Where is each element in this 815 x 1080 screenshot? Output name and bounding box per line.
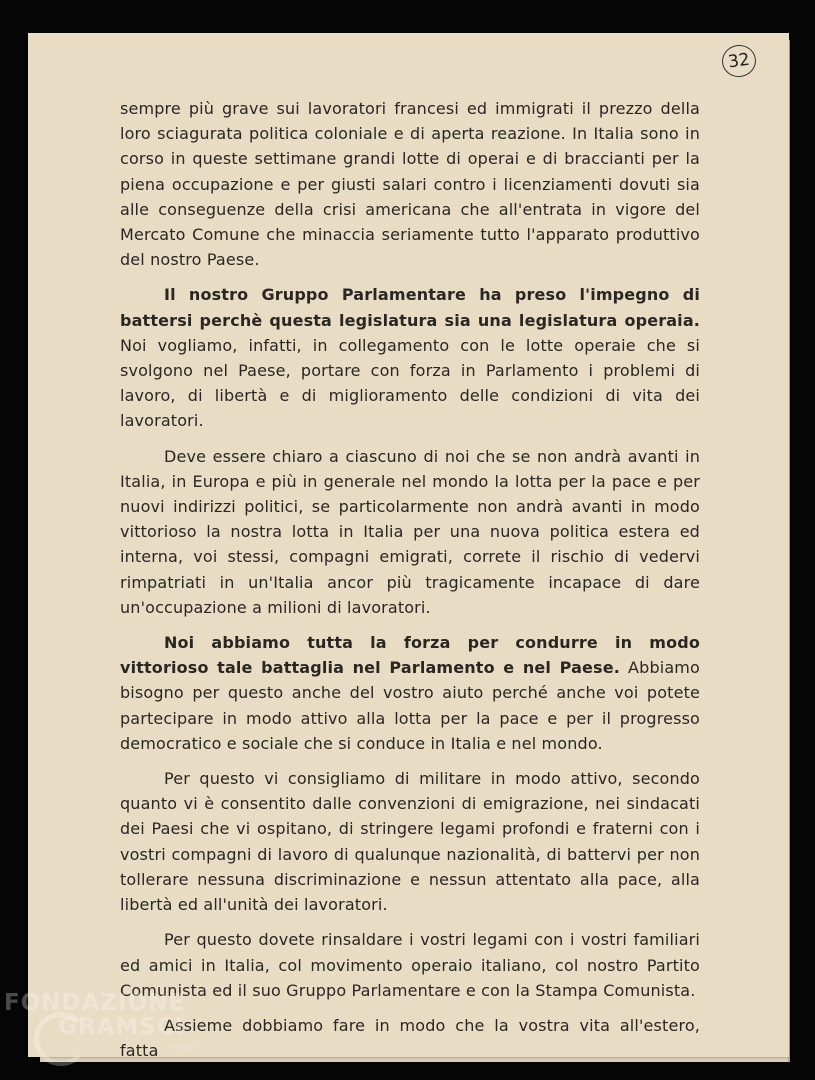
document-page	[28, 33, 789, 1061]
paragraph-5-text: Per questo vi consigliamo di militare in modo attivo, secondo quanto vi è consentito dalle convenzioni di emigrazione, nei sindacati dei Paesi che vi ospitano, di stringere legami profondi e fraterni con i vostri compagni di lavoro di qualunque nazionalità, di battervi per non tollerare nessuna discriminazione e nessun attentato alla pace, alla libertà ed all'unità dei lavoratori.	[120, 769, 700, 915]
paragraph-6-text: Per questo dovete rinsaldare i vostri legami con i vostri familiari ed amici in Italia, col movimento operaio italiano, col nostro Partito Comunista ed il suo Gruppo Parlamentare e con la Stampa Comunista.	[120, 930, 700, 1000]
fondazione-gramsci-watermark	[4, 990, 224, 1070]
paragraph-4-bold: Noi abbiamo tutta la forza per condurre in modo vittorioso tale battaglia nel Parlamento e nel Paese.	[120, 633, 700, 678]
paragraph-1-text: sempre più grave sui lavoratori francesi ed immigrati il prezzo della loro sciagurata politica coloniale e di aperta reazione. In Italia sono in corso in queste settimane grandi lotte di operai e di braccianti per la piena occupazione e per giusti salari contro i licenziamenti dovuti sia alle conseguenze della crisi americana che all'entrata in vigore del Mercato Comune che minaccia seriamente tutto l'apparato produttivo del nostro Paese.	[120, 99, 700, 270]
body-text	[120, 96, 700, 1063]
paragraph-3	[120, 444, 700, 620]
paragraph-4-text: Abbiamo bisogno per questo anche del vostro aiuto perché anche voi potete partecipare in modo attivo alla lotta per la pace e per il progresso democratico e sociale che si conduce in Italia e nel mondo.	[120, 658, 700, 753]
paragraph-7-text: Assieme dobbiamo fare in modo che la vostra vita all'estero, fatta	[120, 1015, 700, 1061]
watermark-line2: GRAMSCI	[58, 1014, 185, 1040]
paragraph-2-bold: Il nostro Gruppo Parlamentare ha preso l'impegno di battersi perchè questa legislatura sia una legislatura operaia.	[120, 285, 700, 330]
paragraph-2	[120, 282, 700, 433]
paragraph-4	[120, 630, 700, 756]
watermark-g-logo-icon	[34, 1012, 88, 1066]
page-number-annotation: 32	[720, 43, 758, 79]
paragraph-2-text: Noi vogliamo, infatti, in collegamento con le lotte operaie che si svolgono nel Paese, portare con forza in Parlamento i problemi di lavoro, di libertà e di miglioramento delle condizioni di vita dei lavoratori.	[120, 335, 700, 431]
watermark-tag: onlus	[170, 1042, 195, 1052]
watermark-line1: FONDAZIONE	[4, 990, 186, 1016]
paragraph-1	[120, 96, 700, 272]
paragraph-5	[120, 766, 700, 917]
paragraph-3-text: Deve essere chiaro a ciascuno di noi che se non andrà avanti in Italia, in Europa e più in generale nel mondo la lotta per la pace e per nuovi indirizzi politici, se particolarmente non andrà avanti in modo vittorioso la nostra lotta in Italia per una nuova politica estera ed interna, voi stessi, compagni emigrati, correte il rischio di vedervi rimpatriati in un'Italia ancor più tragicamente incapace di dare un'occupazione a milioni di lavoratori.	[120, 446, 700, 617]
